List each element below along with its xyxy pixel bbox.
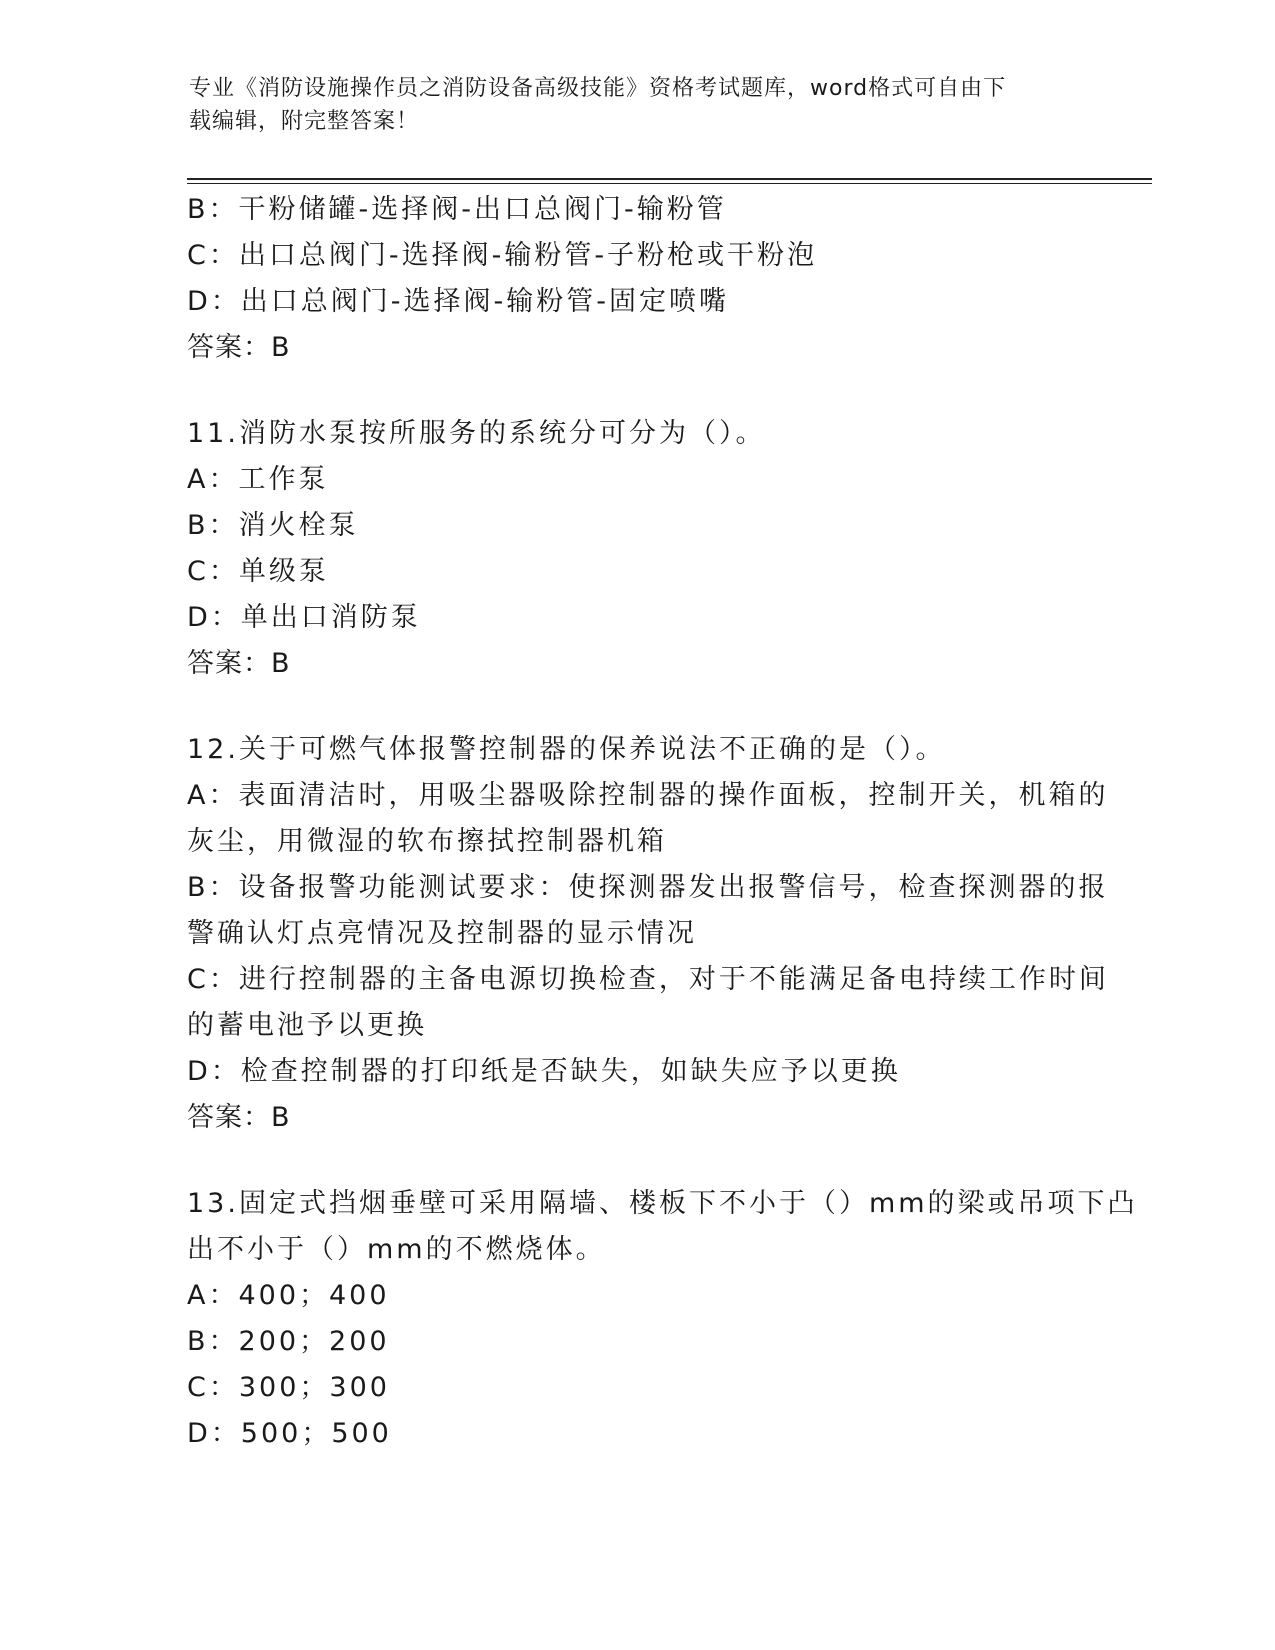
header-rule-thin xyxy=(187,183,1152,184)
option-a: A：工作泵 xyxy=(187,464,329,495)
option-d: D：检查控制器的打印纸是否缺失，如缺失应予以更换 xyxy=(187,1056,901,1087)
option-d: D：500；500 xyxy=(187,1418,392,1449)
question-stem: 11.消防水泵按所服务的系统分可分为（）。 xyxy=(187,418,766,449)
option-c: C：单级泵 xyxy=(187,556,329,587)
option-c: C：进行控制器的主备电源切换检查，对于不能满足备电持续工作时间 xyxy=(187,964,1109,995)
answer-line: 答案：B xyxy=(187,648,291,679)
option-a: A：400；400 xyxy=(187,1280,390,1311)
answer-line: 答案：B xyxy=(187,332,291,363)
answer-line: 答案：B xyxy=(187,1102,291,1133)
option-b: B：干粉储罐-选择阀-出口总阀门-输粉管 xyxy=(187,194,727,225)
header-rule-thick xyxy=(187,178,1152,180)
question-11 xyxy=(187,411,1087,687)
option-b: B：200；200 xyxy=(187,1326,390,1357)
question-stem: 13.固定式挡烟垂壁可采用隔墙、楼板下不小于（）mm的梁或吊项下凸 xyxy=(187,1188,1138,1219)
question-list xyxy=(187,187,1138,1457)
option-c: C：出口总阀门-选择阀-输粉管-子粉枪或干粉泡 xyxy=(187,240,818,271)
header-line-2: 载编辑，附完整答案！ xyxy=(189,109,420,134)
question-stem: 12.关于可燃气体报警控制器的保养说法不正确的是（）。 xyxy=(187,734,946,765)
question-10-continued xyxy=(187,187,1087,371)
option-d: D：单出口消防泵 xyxy=(187,602,421,633)
option-b: B：消火栓泵 xyxy=(187,510,359,541)
option-d: D：出口总阀门-选择阀-输粉管-固定喷嘴 xyxy=(187,286,730,317)
option-a: A：表面清洁时，用吸尘器吸除控制器的操作面板，控制开关，机箱的 xyxy=(187,780,1109,811)
option-c: C：300；300 xyxy=(187,1372,390,1403)
option-a-continued: 灰尘，用微湿的软布擦拭控制器机箱 xyxy=(187,826,667,857)
question-stem-continued: 出不小于（）mm的不燃烧体。 xyxy=(187,1234,606,1265)
header-line-1: 专业《消防设施操作员之消防设备高级技能》资格考试题库，word格式可自由下 xyxy=(189,76,1007,101)
question-12 xyxy=(187,727,1109,1141)
document-header xyxy=(189,72,1089,138)
option-b: B：设备报警功能测试要求：使探测器发出报警信号，检查探测器的报 xyxy=(187,872,1109,903)
question-13 xyxy=(187,1181,1138,1457)
option-b-continued: 警确认灯点亮情况及控制器的显示情况 xyxy=(187,918,697,949)
option-c-continued: 的蓄电池予以更换 xyxy=(187,1010,427,1041)
